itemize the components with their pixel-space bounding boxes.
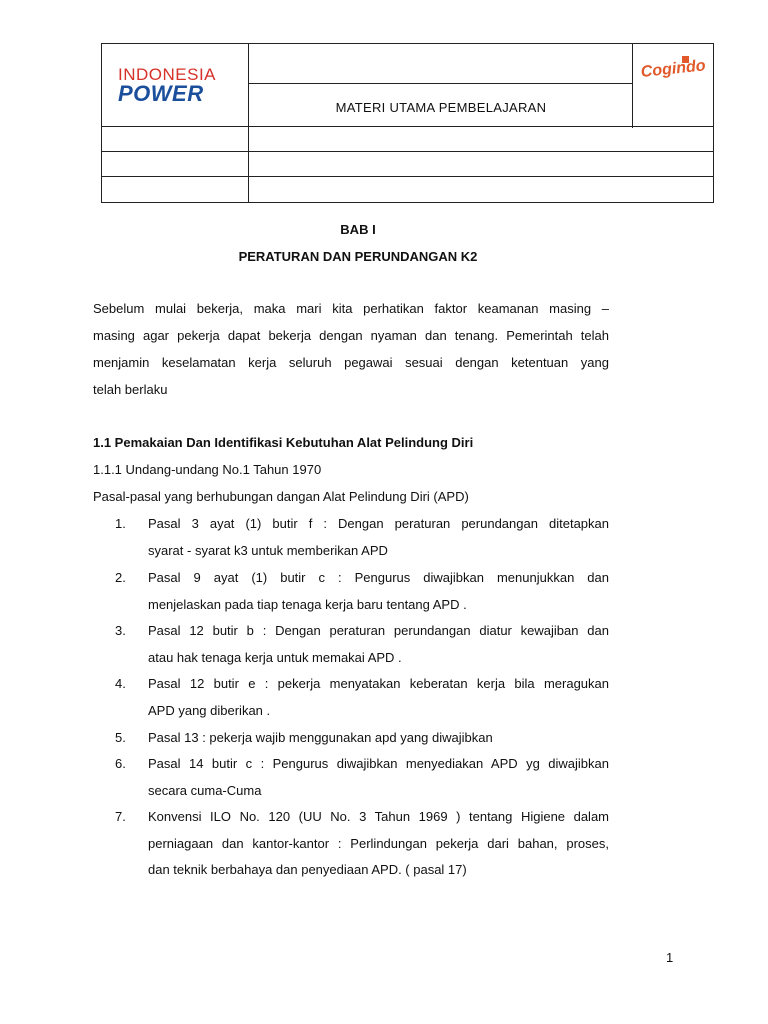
list-number: 1. xyxy=(115,516,126,531)
table-divider xyxy=(102,176,713,177)
table-divider xyxy=(102,151,713,152)
list-item-line: Konvensi ILO No. 120 (UU No. 3 Tahun 1969 ) tentang Higiene dalam xyxy=(148,809,609,824)
cogindo-logo xyxy=(640,56,707,92)
indonesia-power-logo xyxy=(118,66,236,114)
intro-line: menjamin keselamatan kerja seluruh pegawai sesuai dengan ketentuan yang xyxy=(93,355,609,370)
intro-line: telah berlaku xyxy=(93,382,168,397)
list-item-line: menjelaskan pada tiap tenaga kerja baru tentang APD . xyxy=(148,597,467,612)
header-table xyxy=(101,43,714,203)
intro-line: Sebelum mulai bekerja, maka mari kita perhatikan faktor keamanan masing – xyxy=(93,301,609,316)
list-item-line: syarat - syarat k3 untuk memberikan APD xyxy=(148,543,388,558)
list-item-line: atau hak tenaga kerja untuk memakai APD . xyxy=(148,650,402,665)
list-number: 2. xyxy=(115,570,126,585)
list-item-line: Pasal 12 butir b : Dengan peraturan perundangan diatur kewajiban dan xyxy=(148,623,609,638)
list-item-line: dan teknik berbahaya dan penyediaan APD. ( pasal 17) xyxy=(148,862,467,877)
list-number: 5. xyxy=(115,730,126,745)
list-item-line: Pasal 13 : pekerja wajib menggunakan apd yang diwajibkan xyxy=(148,730,493,745)
intro-line: masing agar pekerja dapat bekerja dengan nyaman dan tenang. Pemerintah telah xyxy=(93,328,609,343)
list-item-line: perniagaan dan kantor-kantor : Perlindungan pekerja dari bahan, proses, xyxy=(148,836,609,851)
list-number: 4. xyxy=(115,676,126,691)
chapter-label: BAB I xyxy=(340,222,376,237)
chapter-title: PERATURAN DAN PERUNDANGAN K2 xyxy=(238,249,478,264)
list-item-line: APD yang diberikan . xyxy=(148,703,271,718)
page-number: 1 xyxy=(666,950,674,965)
list-number: 3. xyxy=(115,623,126,638)
document-title: MATERI UTAMA PEMBELAJARAN xyxy=(335,99,547,115)
section-heading: 1.1 Pemakaian Dan Identifikasi Kebutuhan Alat Pelindung Diri xyxy=(93,435,474,450)
list-number: 6. xyxy=(115,756,126,771)
list-item-line: Pasal 9 ayat (1) butir c : Pengurus diwajibkan menunjukkan dan xyxy=(148,570,609,585)
list-item-line: Pasal 14 butir c : Pengurus diwajibkan menyediakan APD yg diwajibkan xyxy=(148,756,609,771)
indonesia-power-logo-top: INDONESIA xyxy=(118,65,217,84)
section-subheading: 1.1.1 Undang-undang No.1 Tahun 1970 xyxy=(93,462,322,477)
cogindo-logo-text: Cogindo xyxy=(640,57,707,81)
list-item-line: Pasal 3 ayat (1) butir f : Dengan peraturan perundangan ditetapkan xyxy=(148,516,609,531)
list-item-line: Pasal 12 butir e : pekerja menyatakan keberatan kerja bila meragukan xyxy=(148,676,609,691)
list-number: 7. xyxy=(115,809,126,824)
section-lead: Pasal-pasal yang berhubungan dangan Alat Pelindung Diri (APD) xyxy=(93,489,469,504)
indonesia-power-logo-bottom: POWER xyxy=(118,81,204,106)
table-divider xyxy=(248,83,632,84)
list-item-line: secara cuma-Cuma xyxy=(148,783,262,798)
